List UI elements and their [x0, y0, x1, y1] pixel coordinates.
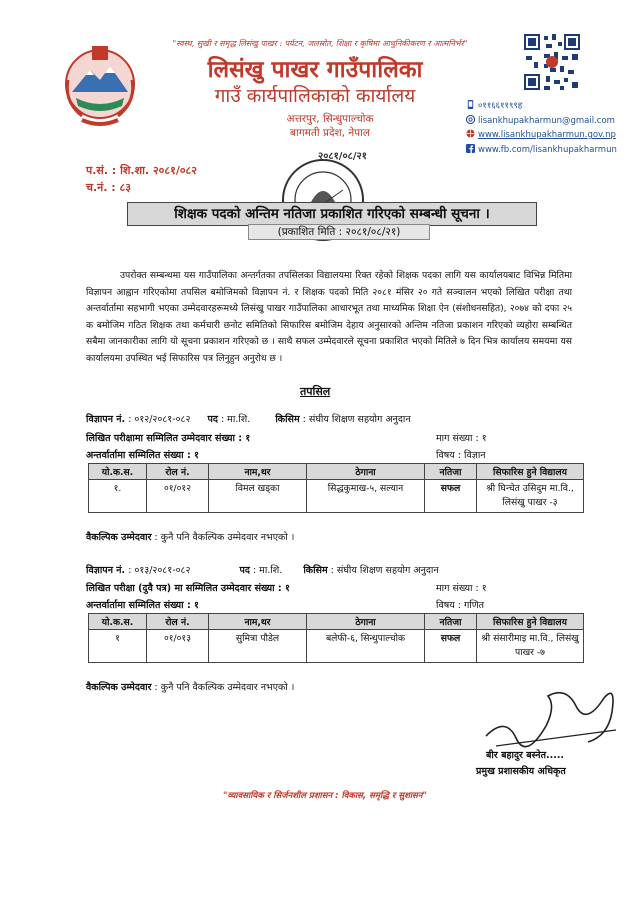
facebook-text[interactable]: www.fb.com/lisankhupakharmun: [478, 144, 617, 155]
listing2-result-table: [88, 613, 584, 663]
listing1-alternate: [86, 530, 294, 543]
listing2-ad-value: : ०१३/२०८१-०८२: [128, 565, 191, 576]
signature-icon: [476, 676, 626, 756]
listing2-ad-row: [86, 563, 439, 576]
listing1-alternate-label: वैकल्पिक उम्मेदवार: [86, 532, 152, 543]
email-icon: [466, 115, 475, 124]
facebook-icon: [466, 144, 475, 153]
table-row: [89, 630, 584, 663]
notice-title: शिक्षक पदको अन्तिम नतिजा प्रकाशित गरिएको सम्बन्धी सूचना ।: [127, 202, 537, 226]
listing2-written-count: लिखित परीक्षा (दुवै पत्र) मा सम्मिलित उम्मेदवार संख्या : १: [86, 583, 290, 594]
qr-code-icon: [522, 32, 582, 92]
cell-roll: ०१/०१३: [147, 630, 209, 663]
listing2-alternate: [86, 680, 294, 693]
col-roll: रोल नं.: [147, 614, 209, 630]
listing1-ad-row: [86, 412, 411, 425]
col-result: नतिजा: [425, 464, 477, 480]
listing2-alternate-value: : कुनै पनि वैकल्पिक उम्मेदवार नभएको ।: [154, 682, 295, 693]
listing2-post-label: पद: [239, 565, 250, 576]
cell-name: सुमित्रा पौडेल: [209, 630, 307, 663]
listing1-result-table: [88, 463, 584, 513]
municipality-name: लिसंखु पाखर गाउँपालिका: [207, 56, 423, 83]
listing1-ad-value: : ०१२/२०८१-०८२: [128, 414, 191, 425]
col-school: सिफारिस हुने विद्यालय: [477, 464, 584, 480]
col-roll: रोल नं.: [147, 464, 209, 480]
cell-name: विमल खड्का: [209, 480, 307, 513]
nepal-emblem-icon: [62, 40, 138, 128]
listing1-subject: विषय : विज्ञान: [436, 450, 486, 461]
phone-icon: [466, 100, 475, 109]
signatory-name: बीर बहादुर बस्नेत.....: [486, 750, 565, 761]
notice-body: उपरोक्त सम्बन्धमा यस गाउँपालिका अन्तर्गतका तपसिलका विद्यालयमा रिक्त रहेको शिक्षक पदका लागि यस कार्यालयबाट विभिन्न मितिमा विज्ञापन आह्वान गरिएकोमा तपसिल बमोजिमको विज्ञापन नं. र शिक्षक पदको मिति २०८१ मंसिर २० गते सञ्चालन भएको लिखित परीक्षा तथा अन्तर्वार्तामा सहभागी भएका उम्मेदवारहरूमध्ये लिसंखु पाखर गाउँपालिका आधारभूत तथा माध्यमिक शिक्षा ऐन (संशोधनसहित), २०७४ को दफा २५ क बमोजिम गठित शिक्षक तथा कर्मचारी छनोट समितिको सिफारिस बमोजिम देहाय अनुसारको अन्तिम नतिजा प्रकाशन गरिएको व्यहोरा सम्बन्धित सबैमा जानकारीका लागि यो सूचना प्रकाशन गरिएको छ । साथै सफल उम्मेदवारले सूचना प्रकाशित भएको मितिले ७ दिन भित्र कार्यालय समयमा यस कार्यालयमा उपस्थित भई सिफारिस पत्र लिनुहुन अनुरोध छ ।: [86, 270, 572, 364]
email-text[interactable]: lisankhupakharmun@gmail.com: [478, 115, 615, 126]
col-name: नाम,थर: [209, 464, 307, 480]
listing1-written-count: लिखित परीक्षामा सम्मिलित उम्मेदवार संख्या : १: [86, 433, 251, 444]
listing2-alternate-label: वैकल्पिक उम्मेदवार: [86, 682, 152, 693]
listing1-post-label: पद: [207, 414, 218, 425]
globe-icon: [466, 129, 475, 138]
cell-school: श्री संसारीमाइ मा.वि., लिसंखु पाखर -७: [477, 630, 584, 663]
table-row: [89, 480, 584, 513]
listing1-type-label: किसिम: [275, 414, 300, 425]
listing2-type-label: किसिम: [303, 565, 328, 576]
phone-text: ०११६६११९९ह: [478, 101, 523, 111]
col-address: ठेगाना: [307, 614, 425, 630]
contact-phone: [466, 99, 641, 114]
letterhead-motto: "स्वस्थ, सुखी र समृद्ध लिसंखु पाखर : पर्यटन, जलस्रोत, शिक्षा र कृषिमा आधुनिकीकरण र आत्मनिर्भर": [172, 39, 468, 48]
tapasil-heading: तपसिल: [300, 385, 331, 398]
cell-result: सफल: [425, 480, 477, 513]
col-school: सिफारिस हुने विद्यालय: [477, 614, 584, 630]
cell-serial: १.: [89, 480, 147, 513]
listing1-alternate-value: : कुनै पनि वैकल्पिक उम्मेदवार नभएको ।: [154, 532, 295, 543]
cell-roll: ०१/०१२: [147, 480, 209, 513]
col-serial: यो.क.स.: [89, 464, 147, 480]
listing2-interview-count: अन्तर्वार्तामा सम्मिलित संख्या : १: [86, 600, 199, 611]
listing1-type-value: : संघीय शिक्षण सहयोग अनुदान: [302, 414, 411, 425]
contact-email[interactable]: [466, 114, 641, 129]
contact-block: [466, 99, 641, 157]
listing1-post-value: : मा.शि.: [220, 414, 251, 425]
address-line-2: बागमती प्रदेश, नेपाल: [290, 127, 370, 139]
reference-block: [86, 162, 197, 196]
cell-school: श्री घिन्चेत उसिदुम मा.वि., लिसंखु पाखर -३: [477, 480, 584, 513]
stamp-date: २०८१/०८/२१: [318, 151, 367, 162]
cell-address: सिद्धकुमाख-५, सल्यान: [307, 480, 425, 513]
published-date: (प्रकाशित मिति : २०८१/०८/२१): [248, 224, 430, 240]
cell-address: बलेफी-६, सिन्धुपाल्चोक: [307, 630, 425, 663]
office-address: [250, 112, 410, 140]
contact-website[interactable]: [466, 128, 641, 143]
chalani-number: च.नं. : ८३: [86, 181, 131, 194]
listing1-ad-label: विज्ञापन नं.: [86, 414, 126, 425]
col-serial: यो.क.स.: [89, 614, 147, 630]
listing1-demand-count: माग संख्या : १: [436, 433, 487, 444]
listing1-interview-count: अन्तर्वार्तामा सम्मिलित संख्या : १: [86, 450, 199, 461]
listing2-demand-count: माग संख्या : १: [436, 583, 487, 594]
listing2-type-value: : संघीय शिक्षण सहयोग अनुदान: [330, 565, 439, 576]
contact-facebook[interactable]: [466, 143, 641, 158]
listing2-subject: विषय : गणित: [436, 600, 485, 611]
footer-motto: "व्यावसायिक र सिर्जनशील प्रशासन : विकास, समृद्धि र सुशासन": [223, 791, 427, 801]
table-header-row: [89, 614, 584, 630]
col-address: ठेगाना: [307, 464, 425, 480]
cell-serial: १: [89, 630, 147, 663]
address-line-1: अत्तरपुर, सिन्धुपाल्चोक: [286, 113, 374, 125]
office-name: गाउँ कार्यपालिकाको कार्यालय: [214, 85, 416, 107]
table-header-row: [89, 464, 584, 480]
website-text[interactable]: www.lisankhupakharmun.gov.np: [478, 130, 616, 140]
cell-result: सफल: [425, 630, 477, 663]
listing2-ad-label: विज्ञापन नं.: [86, 565, 126, 576]
patra-sankhya: प.सं. : शि.शा. २०८१/०८२: [86, 164, 198, 177]
signatory-title: प्रमुख प्रशासकीय अधिकृत: [476, 766, 566, 777]
col-result: नतिजा: [425, 614, 477, 630]
listing2-post-value: : मा.शि.: [252, 565, 283, 576]
col-name: नाम,थर: [209, 614, 307, 630]
